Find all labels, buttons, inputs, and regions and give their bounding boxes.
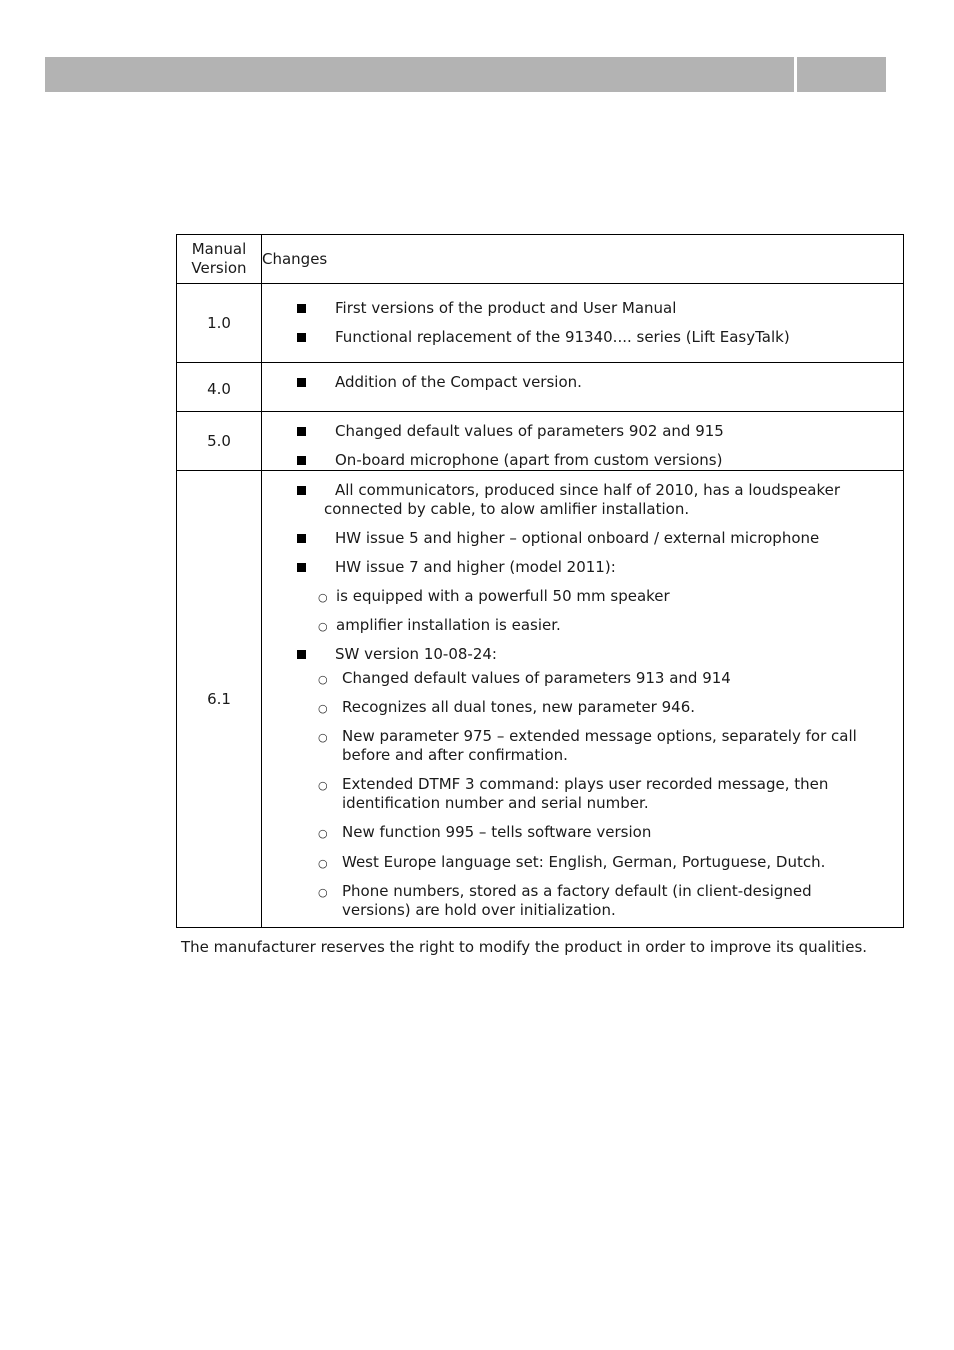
sub-list-item: ○ amplifier installation is easier.: [262, 616, 903, 635]
footer-note: The manufacturer reserves the right to modify the product in order to improve its qualities.: [181, 938, 868, 956]
header-bar: [45, 57, 794, 92]
list-item: On-board microphone (apart from custom versions): [262, 451, 903, 470]
sub-list-item: ○ New parameter 975 – extended message options, separately for call before and after confirmation.: [262, 727, 903, 765]
version-cell: 5.0: [177, 412, 262, 471]
table-header-row: [177, 235, 904, 284]
sub-list-item: ○ Recognizes all dual tones, new parameter 946.: [262, 698, 903, 717]
list-item: SW version 10-08-24:: [262, 645, 903, 664]
table-row: [177, 471, 904, 928]
list-item: HW issue 5 and higher – optional onboard / external microphone: [262, 529, 903, 548]
table-row: [177, 412, 904, 471]
table-row: [177, 284, 904, 363]
list-item: Functional replacement of the 91340.... series (Lift EasyTalk): [262, 328, 903, 347]
list-item: Addition of the Compact version.: [262, 373, 903, 392]
list-item: HW issue 7 and higher (model 2011):: [262, 558, 903, 577]
sub-list-item: ○ Changed default values of parameters 913 and 914: [262, 669, 903, 688]
sub-list-item: ○ New function 995 – tells software version: [262, 823, 903, 842]
sub-list-item: ○ West Europe language set: English, German, Portuguese, Dutch.: [262, 853, 903, 872]
version-cell: 1.0: [177, 284, 262, 363]
header-page-box: [797, 57, 886, 92]
version-cell: 4.0: [177, 363, 262, 412]
sub-list-item: ○ Extended DTMF 3 command: plays user recorded message, then identification number and serial number.: [262, 775, 903, 813]
revision-table: [176, 234, 904, 928]
table-row: [177, 363, 904, 412]
sub-list-item: ○ Phone numbers, stored as a factory default (in client-designed versions) are hold over initialization.: [262, 882, 903, 920]
header-version: Manual Version: [177, 235, 262, 284]
sub-list-item: ○ is equipped with a powerfull 50 mm speaker: [262, 587, 903, 606]
header-changes: Changes: [262, 249, 328, 268]
version-cell: 6.1: [177, 471, 262, 928]
list-item: Changed default values of parameters 902 and 915: [262, 422, 903, 441]
list-item: All communicators, produced since half of 2010, has a loudspeaker connected by cable, to alow amlifier installation.: [262, 481, 903, 519]
list-item: First versions of the product and User Manual: [262, 299, 903, 318]
